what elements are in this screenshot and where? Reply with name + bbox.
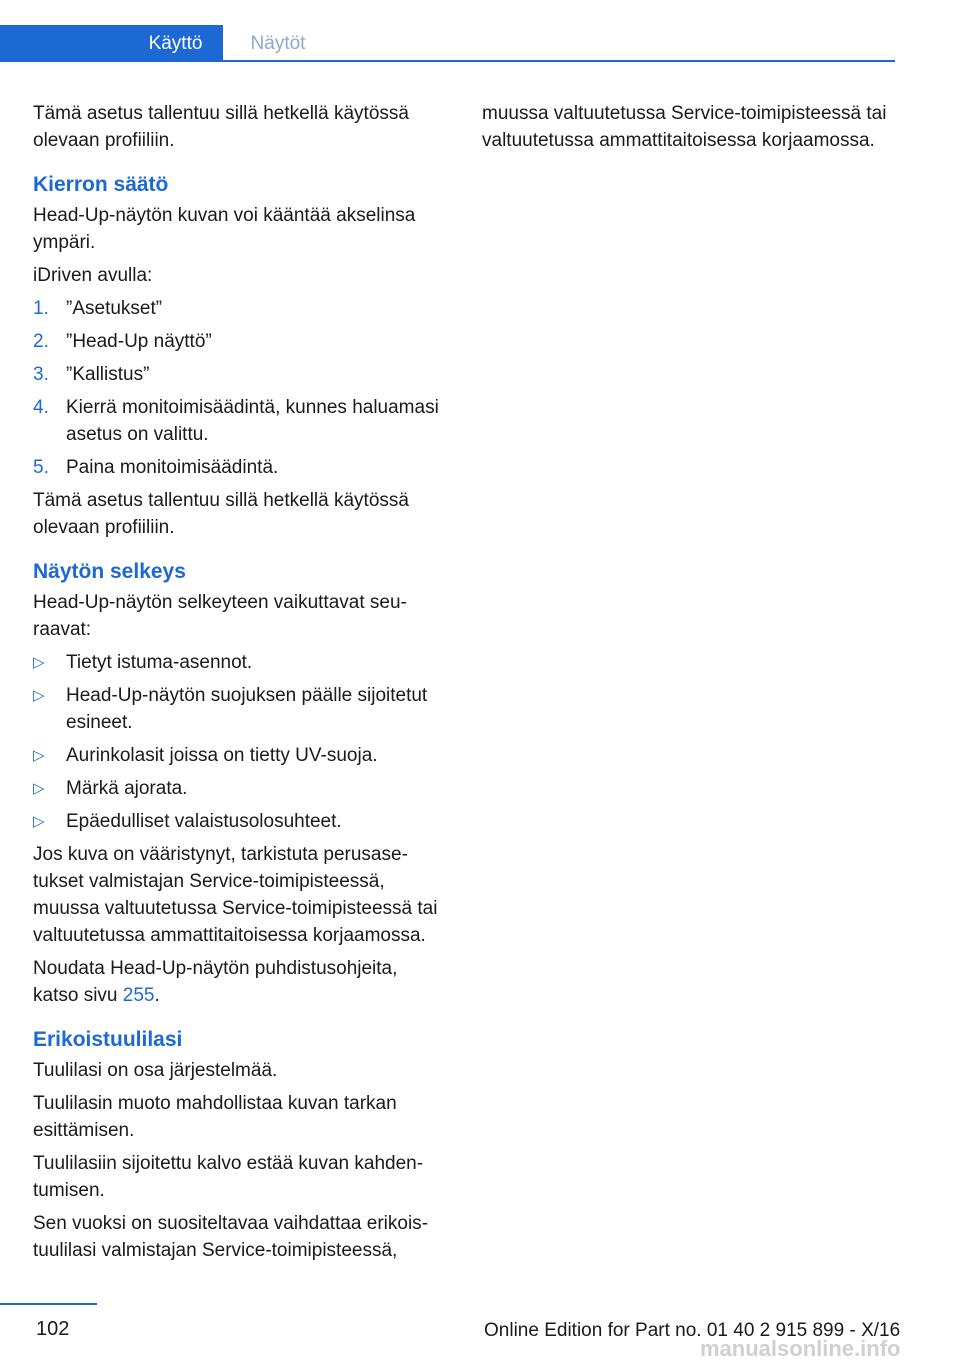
triangle-bullet-icon: ▷ xyxy=(33,687,45,704)
paragraph: Tuulilasi on osa järjestelmää. xyxy=(33,1060,278,1081)
list-item xyxy=(33,328,447,355)
step-number: 2. xyxy=(33,331,49,352)
paragraph: muussa valtuutetussa Service-toimipisteessä tai valtuutetussa ammattitaitoisessa korjaamossa. xyxy=(482,103,887,151)
paragraph: Tuulilasin muoto mahdollistaa kuvan tarkan esittämisen. xyxy=(33,1093,397,1141)
step-text: Paina monitoimisäädintä. xyxy=(66,457,279,478)
edition-text: Online Edition for Part no. 01 40 2 915 899 - X/16 xyxy=(484,1320,901,1341)
list-item xyxy=(33,295,447,322)
tab-label: Näytöt xyxy=(250,33,306,54)
section-heading-tilt: Kierron säätö xyxy=(33,173,169,196)
page-number: 102 xyxy=(36,1318,70,1340)
list-item xyxy=(33,682,447,736)
paragraph: Head-Up-näytön selkeyteen vaikuttavat seuraavat: xyxy=(33,592,407,640)
triangle-bullet-icon: ▷ xyxy=(33,654,45,671)
list-item xyxy=(33,394,447,448)
paragraph: Tämä asetus tallentuu sillä hetkellä käytössä olevaan profiiliin. xyxy=(33,490,409,538)
step-text: ”Head-Up näyttö” xyxy=(66,331,212,352)
bullet-text: Epäedulliset valaistusolosuhteet. xyxy=(66,811,342,832)
triangle-bullet-icon: ▷ xyxy=(33,747,45,764)
triangle-bullet-icon: ▷ xyxy=(33,780,45,797)
list-item xyxy=(33,361,447,388)
paragraph: Sen vuoksi on suositeltavaa vaihdattaa erikoistuulilasi valmistajan Service-toimipisteessä, xyxy=(33,1213,429,1261)
paragraph: Head-Up-näytön kuvan voi kääntää akselinsa ympäri. xyxy=(33,205,416,253)
list-item xyxy=(33,742,447,769)
tab-label: Käyttö xyxy=(148,33,203,54)
step-text: ”Kallistus” xyxy=(66,364,150,385)
header-divider xyxy=(0,60,895,62)
list-item xyxy=(33,454,447,481)
paragraph: Tämä asetus tallentuu sillä hetkellä käytössä olevaan profiiliin. xyxy=(33,103,409,151)
triangle-bullet-icon: ▷ xyxy=(33,813,45,830)
bullet-text: Tietyt istuma-asennot. xyxy=(66,652,253,673)
list-item xyxy=(33,775,447,802)
bullet-text: Aurinkolasit joissa on tietty UV-suoja. xyxy=(66,745,378,766)
watermark: manualsonline.info xyxy=(700,1336,901,1361)
list-item xyxy=(33,649,447,676)
bullet-text: Head-Up-näytön suojuksen päälle sijoitetut esineet. xyxy=(66,685,428,733)
page-link[interactable]: 255 xyxy=(122,985,155,1006)
paragraph: Jos kuva on vääristynyt, tarkistuta perusasetukset valmistajan Service-toimipisteessä, muussa valtuutetussa Service-toimipisteessä tai valtuutetussa ammattitaitoisessa korjaamossa. xyxy=(33,844,438,946)
header-bar xyxy=(0,0,895,62)
paragraph: Tuulilasiin sijoitettu kalvo estää kuvan kahdentumisen. xyxy=(33,1153,424,1201)
right-column xyxy=(482,100,896,160)
footer-divider xyxy=(0,1303,97,1305)
bullet-text: Märkä ajorata. xyxy=(66,778,188,799)
section-heading-windshield: Erikoistuulilasi xyxy=(33,1028,183,1051)
bullet-list xyxy=(33,649,447,835)
paragraph: iDriven avulla: xyxy=(33,265,153,286)
tab-kaytto[interactable] xyxy=(0,25,223,62)
paragraph-with-link xyxy=(33,955,447,1009)
section-heading-clarity: Näytön selkeys xyxy=(33,560,186,583)
step-text: ”Asetukset” xyxy=(66,298,163,319)
paragraph-text: . xyxy=(154,985,160,1006)
left-column xyxy=(33,100,447,1270)
step-number: 5. xyxy=(33,457,49,478)
paragraph-text: Noudata Head-Up-näytön puhdistusohjeita, katso sivu xyxy=(33,958,398,1006)
step-number: 1. xyxy=(33,298,49,319)
list-item xyxy=(33,808,447,835)
tab-naytot[interactable] xyxy=(223,25,333,62)
step-number: 4. xyxy=(33,397,49,418)
step-number: 3. xyxy=(33,364,49,385)
steps-list xyxy=(33,295,447,481)
step-text: Kierrä monitoimisäädintä, kunnes haluamasi asetus on valittu. xyxy=(66,397,439,445)
